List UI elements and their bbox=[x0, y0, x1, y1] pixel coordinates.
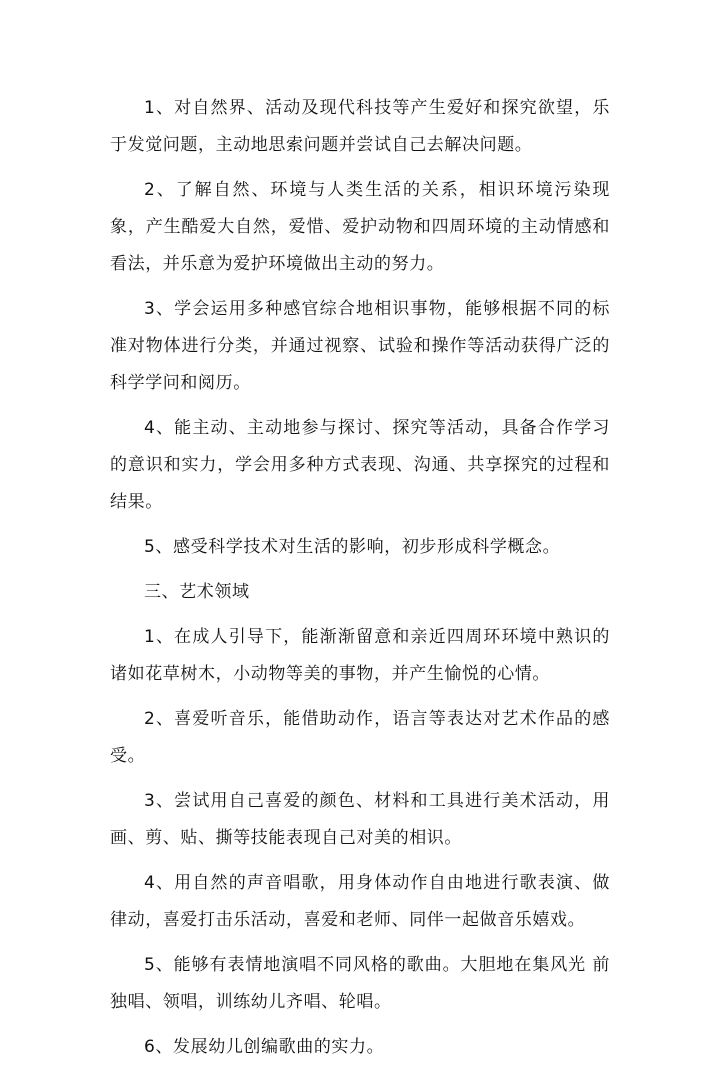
paragraph-arts-goal-5: 5、能够有表情地演唱不同风格的歌曲。大胆地在集风光 前独唱、领唱，训练幼儿齐唱、轮唱。 bbox=[110, 955, 610, 1012]
paragraph-science-goal-3: 3、学会运用多种感官综合地相识事物，能够根据不同的标准对物体进行分类，并通过视察、试验和操作等活动获得广泛的科学学问和阅历。 bbox=[110, 299, 610, 393]
paragraph-science-goal-5: 5、感受科学技术对生活的影响，初步形成科学概念。 bbox=[144, 537, 561, 557]
paragraph-arts-goal-1: 1、在成人引导下，能渐渐留意和亲近四周环环境中熟识的诸如花草树木，小动物等美的事物，并产生愉悦的心情。 bbox=[110, 627, 610, 684]
paragraph-arts-goal-4: 4、用自然的声音唱歌，用身体动作自由地进行歌表演、做律动，喜爱打击乐活动，喜爱和老师、同伴一起做音乐嬉戏。 bbox=[110, 873, 610, 930]
paragraph-science-goal-4: 4、能主动、主动地参与探讨、探究等活动，具备合作学习的意识和实力，学会用多种方式表现、沟通、共享探究的过程和结果。 bbox=[110, 418, 610, 512]
paragraph-science-goal-2: 2、了解自然、环境与人类生活的关系，相识环境污染现象，产生酷爱大自然，爱惜、爱护动物和四周环境的主动情感和看法，并乐意为爱护环境做出主动的努力。 bbox=[110, 180, 610, 274]
document-body bbox=[110, 90, 610, 1066]
paragraph-arts-goal-6: 6、发展幼儿创编歌曲的实力。 bbox=[144, 1037, 385, 1057]
paragraph-arts-goal-3: 3、尝试用自己喜爱的颜色、材料和工具进行美术活动，用画、剪、贴、撕等技能表现自己对美的相识。 bbox=[110, 791, 610, 848]
paragraph-science-goal-1: 1、对自然界、活动及现代科技等产生爱好和探究欲望，乐于发觉问题，主动地思索问题并尝试自己去解决问题。 bbox=[110, 98, 610, 155]
section-heading-arts: 三、艺术领域 bbox=[144, 582, 250, 602]
paragraph-arts-goal-2: 2、喜爱听音乐，能借助动作，语言等表达对艺术作品的感受。 bbox=[110, 709, 610, 766]
